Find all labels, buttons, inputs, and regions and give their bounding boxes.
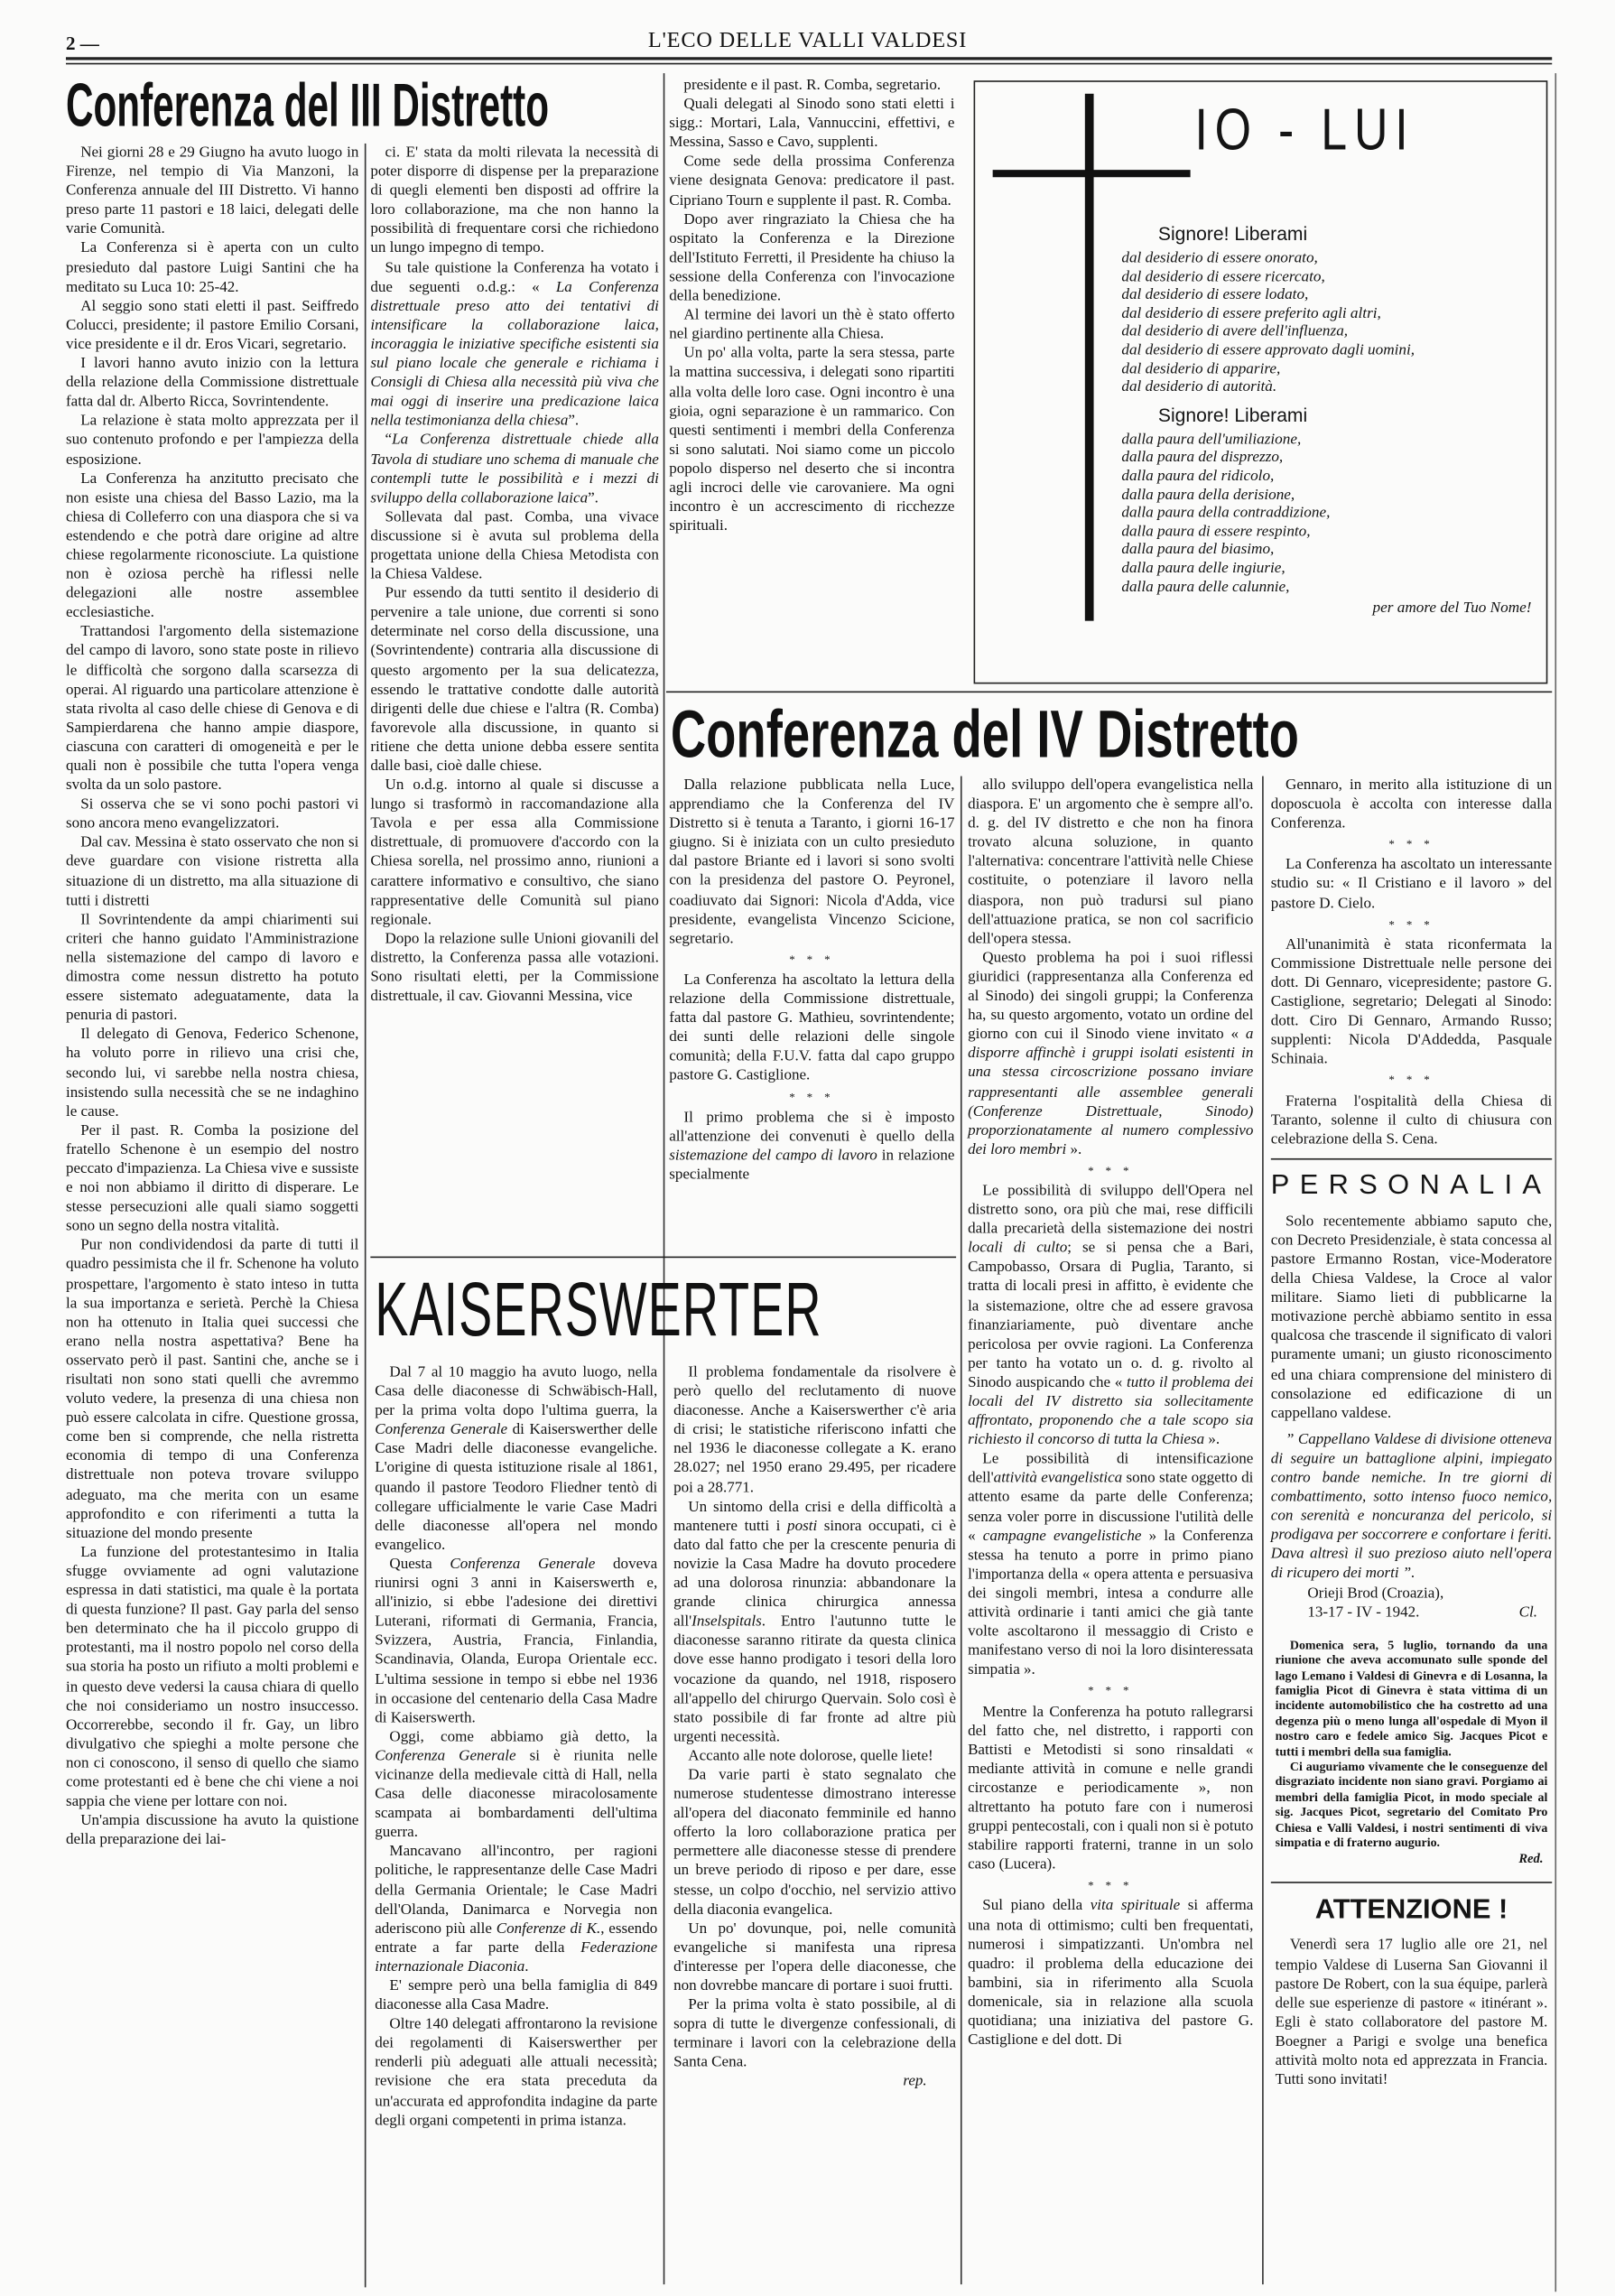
invocation: Signore! Liberami [1157, 222, 1308, 245]
paragraph: La Conferenza si è aperta con un culto presieduto dal pastore Luigi Santini che ha meditato su Luca 10: 25-42. [65, 240, 359, 296]
prayer-line: dalla paura del disprezzo, [1121, 450, 1284, 467]
headline-conf4: Conferenza del IV Distretto [670, 695, 1299, 772]
paragraph: Come sede della prossima Conferenza viene designata Genova: predicatore il past. Cipriano Tourn e supplente il past. R. Comba. [669, 153, 955, 209]
text-run: ”. [568, 413, 580, 430]
section-separator: * * * [1388, 917, 1434, 931]
italic-run: tutto il problema dei locali del IV distretto sia sollecitamente affrontato, proponendo che a tale scopo sia richiesto il concorso di tutta la Chiesa [968, 1374, 1254, 1449]
text-run: si è riunita nelle vicinanze della medievale città di Hall, nella Casa delle diaconesse miracolosamente scampata ai bombardamenti dell'ultima guerra. [375, 1748, 658, 1842]
text-run: sinora occupati, ci è dato dal fatto che per la crescente penuria di novizie la Casa Madre ha dovuto procedere ad una dolorosa rinunzia: abbandonare la grande clinica chirurgica annessa all' [673, 1518, 957, 1631]
paragraph: Un po' alla volta, parte la sera stessa, parte la mattina successiva, i delegati sono ripartiti alla volta delle loro case. Ogni incontro è una gioia, ogni separazione è un rammarico. Con questi sentimenti i membri della Conferenza si sono salutati. Noi siamo come un piccolo popolo disperso nel deserto che si incontra agli incroci delle vie carovaniere. Ma ogni incontro è un accrescimento di ricchezze spirituali. [669, 346, 955, 535]
paragraph: allo sviluppo dell'opera evangelistica nella diaspora. E' un argomento che è sempre all'o. d. g. del IV distretto e che non ha finora trovato alcuna soluzione, in quanto l'alternativa: concentrare l'attività nelle Chiese costituite, o potenziare il lavoro nella diaspora, non può tradursi sul piano dell'attuazione pratica, se non col sacrificio dell'opera stessa. [968, 777, 1254, 947]
headline-kaiserswerter: KAISERSWERTER [375, 1268, 822, 1353]
paragraph: La Conferenza ha ascoltato un interessante studio su: « Il Cristiano e il lavoro » del pastore D. Cielo. [1270, 857, 1553, 912]
personalia-body: Solo recentemente abbiamo saputo che, con Decreto Presidenziale, è stata concessa al pastore Ermanno Rostan, vice-Moderatore della Chiesa Valdese, la Croce al valor militare. Siamo lieti di pubblicarne la motivazione perchè abbiamo sentito in essa qualcosa che trascende il significato di valori puramente umani; un giusto riconoscimento ed una chiara comprensione del ministero di consolazione ed edificazione di un cappellano valdese. [1270, 1213, 1553, 1422]
prayer-title: IO - LUI [1194, 98, 1415, 163]
page-edge [1555, 73, 1556, 2291]
personalia-signature: Cl. [1518, 1604, 1537, 1621]
conf4-column-a [669, 776, 954, 1185]
paragraph [375, 1555, 657, 1727]
paragraph: Dopo la relazione sulle Unioni giovanili del distretto, la Conferenza passa alle votazioni. Sono risultati eletti, per la Commissione distrettuale, il cav. Giovanni Messina, vice [370, 931, 659, 1005]
paragraph [673, 1498, 956, 1747]
paragraph: I lavori hanno avuto inizio con la lettura della relazione della Commissione distrettuale fatta dal dr. Alberto Ricca, Sovrintendente. [65, 356, 359, 411]
kaiser-column-2 [673, 1363, 956, 2073]
paragraph: Gennaro, in merito alla istituzione di un doposcuola è accolta con interesse dalla Conferenza. [1270, 777, 1553, 832]
text-run: di Kaiserswerther delle Case Madri delle diaconesse evangeliche. L'origine di questa istituzione risale al 1861, quando il pastore Teodoro Fliedner tentò di collegare ufficialmente le varie Case Madri delle diaconesse all'opera nel mondo evangelico. [375, 1422, 658, 1554]
column-rule [961, 776, 962, 2285]
prayer-line: dalla paura di essere respinto, [1121, 524, 1311, 541]
text-run: Il primo problema che si è imposto all'attenzione dei convenuti è quello della [669, 1109, 955, 1145]
italic-run: La Conferenza distrettuale chiede alla Tavola di studiare uno schema di manuale che contempli tutte le possibilità e i mezzi di sviluppo della collaborazione laica [370, 432, 659, 507]
paragraph: Al termine dei lavori un thè è stato offerto nel giardino pertinente alla Chiesa. [669, 307, 955, 343]
prayer-line: dal desiderio di essere approvato dagli uomini, [1121, 342, 1415, 359]
paragraph [370, 431, 659, 507]
paragraph: Pur essendo da tutti sentito il desiderio di pervenire a tale unione, due correnti si sono determinate nel corso della discussione, una (Sovrintendente) contraria alla discussione di questo argomento per la sua delicatezza, essendo le trattative condotte dalle autorità dirigenti delle due chiese e l'altra (R. Comba) favorevole alla discussione, in quanto si ritiene che detta unione debba essere sentita dalle basi, cioè dalle chiese. [370, 586, 659, 775]
paragraph: Per il past. R. Comba la posizione del fratello Schenone è un esempio del nostro peccato d'impazienza. La Chiesa vive e sussiste e noi non abbiamo il diritto di disperare. Le stesse persecuzioni alle quali siamo soggetti sono un segno della nostra vitalità. [65, 1122, 359, 1235]
prayer-lines-2 [1121, 432, 1538, 598]
paragraph: Dalla relazione pubblicata nella Luce, apprendiamo che la Conferenza del IV Distretto si è tenuta a Taranto, i giorni 16-17 giugno. Si è iniziata con un culto presieduto dal pastore Briante ed i lavori si sono svolti con la presidenza del pastore O. Peyronel, coadiuvato dai Signori: Nicola d'Adda, vice presidente, evangelista Vincenzo Scicione, segretario. [669, 777, 955, 947]
paragraph: Quali delegati al Sinodo sono stati eletti i sigg.: Mortari, Lala, Vannuccini, effettivi, e Messina, Sasso e Cavo, supplenti. [669, 97, 955, 152]
kaiser-column-1 [375, 1363, 657, 2130]
paragraph [370, 258, 659, 431]
paragraph: Fraterna l'ospitalità della Chiesa di Taranto, solenne il culto di chiusura con celebrazione della S. Cena. [1270, 1092, 1553, 1148]
italic-run: vita spirituale [1090, 1898, 1181, 1915]
kaiser-signature: rep. [903, 2074, 927, 2091]
paragraph: Al seggio sono stati eletti il past. Seiffredo Colucci, presidente; il pastore Emilio Corsani, vice presidente e il dr. Eros Vicari, segretario. [65, 298, 359, 353]
paragraph: All'unanimità è stata riconfermata la Commissione Distrettuale nelle persone dei dott. Di Gennaro, vicepresidente; pastore G. Castiglione, segretario; Delegati al Sinodo: dott. Ciro Di Gennaro, Armando Russo; supplenti: Nicola D'Addedda, Pasquale Schinaia. [1270, 936, 1553, 1068]
text-run: » la Conferenza stessa ha tenuto a porre in primo piano l'importanza della « opera attenta e persuasiva dei singoli membri, intesa a condurre alle attività ordinarie i tanti amici che già tante volte ascoltarono il messaggio di Cristo e manifestano verso di noi la loro disinteressata simpatia ». [968, 1528, 1254, 1679]
paragraph: Il Sovrintendente da ampi chiarimenti sui criteri che hanno guidato l'Amministrazione nella sistemazione del campo di lavoro e dimostra come nessun distretto ha potuto essere sistemato adeguatamente, data la penuria di pastori. [65, 912, 359, 1025]
section-rule [666, 692, 1552, 693]
paragraph: Per la prima volta è stato possibile, al di sopra di tutte le divergenze confessionali, di terminare i lavori con la celebrazione della Santa Cena. [673, 1997, 957, 2071]
italic-run: campagne evangelistiche [982, 1528, 1142, 1545]
prayer-line: dal desiderio di apparire, [1121, 360, 1281, 377]
paragraph: Sollevata dal past. Comba, una vivace discussione si è avuta sul problema della progettata unione della Chiesa Metodista con la Chiesa Valdese. [370, 509, 659, 583]
header-rule [66, 57, 1552, 60]
paragraph: La Conferenza ha ascoltato la lettura della relazione della Commissione distrettuale, fatta dal pastore G. Mathieu, sovrintendente; dei sunti delle relazioni delle singole comunità; della F.U.V. fatta dal capo gruppo pastore G. Castiglione. [669, 971, 955, 1084]
prayer-line: dal desiderio di essere lodato, [1121, 287, 1309, 304]
kaiserswerter-section [370, 1257, 956, 2131]
paragraph [669, 1108, 954, 1185]
text-run: Le possibilità di intensificazione dell' [968, 1451, 1254, 1487]
masthead: L'ECO DELLE VALLI VALDESI [647, 29, 968, 53]
section-rule [1271, 1158, 1552, 1160]
italic-run: La Conferenza distrettuale preso atto dei tentativi di intensificare la collaborazione laica, incoraggia le iniziative specifiche esistenti sia sul piano locale che generale e richiama i Consigli di Chiesa alla necessità più viva che mai oggi di inserire una predicazione laica nella testimonianza della chiesa [370, 279, 659, 430]
text-run: ”. [588, 489, 599, 507]
prayer-line: dal desiderio di essere preferito agli altri, [1121, 305, 1381, 322]
paragraph: Pur non condividendosi da parte di tutti il quadro pessimista che il fr. Schenone ha voluto prospettare, l'argomento è stato inteso in tutta la sua importanza e serietà. Perchè la Chiesa non ha ottenuto in Italia quei successi che erano nella nostra aspettativa? Bene ha osservato però il past. Santini che, anche se i risultati non sono stati quelli che avremmo voluto vedere, la presenza di una chiesa non può essere calcolata in cifre. Questione grossa, come ben si comprende, che nella ristretta economia di tempo di una Conferenza distrettuale non poteva trovare sviluppo adeguato, ma che merita con un esame approfondito e con riferimenti a tutta la situazione del mondo presente [65, 1238, 359, 1542]
paragraph: Mentre la Conferenza ha potuto rallegrarsi del fatto che, nel distretto, i rapporti con Battisti e Metodisti si sono rinsaldati « mediante attività in comune e nelle grandi circostanze e periodicamente », non altrettanto ha potuto fare con i numerosi gruppi pentecostali, con i quali non si è potuto stabilire rapporti fraterni, tranne in un solo caso (Lucera). [968, 1704, 1254, 1873]
italic-run: Conferenza Generale [450, 1556, 596, 1573]
paragraph: Il delegato di Genova, Federico Schenone, ha voluto porre in rilievo una crisi che, secondo lui, vi sarebbe nella nostra chiesa, insistendo sulla necessità che se ne indaghino le cause. [65, 1027, 359, 1120]
text-run: Dal 7 al 10 maggio ha avuto luogo, nella Casa delle diaconesse di Schwäbisch-Hall, per la prima volta dopo l'ultima guerra, la [375, 1364, 658, 1419]
paragraph: La relazione è stata molto apprezzata per il suo contenuto profondo e per l'ampiezza della esposizione. [65, 413, 359, 469]
prayer-line: dalla paura della derisione, [1121, 487, 1295, 504]
italic-run: locali di culto [968, 1241, 1068, 1257]
text-run: “ [385, 432, 393, 449]
personalia-citation: ” Cappellano Valdese di divisione otteneva di seguire un battaglione alpini, impiegato contro bande nemiche. In tre giorni di combattimento, sotto intenso fuoco nemico, con serenità e noncuranza del pericolo, si prodigava per soccorrere e confortare i feriti. Dava altresì il suo prezioso aiuto nell'opera di ricupero dei morti ”. [1270, 1431, 1553, 1583]
right-column [1271, 776, 1552, 2090]
text-run: , essendo entrate a far parte della [375, 1920, 658, 1957]
prayer-line: dal desiderio di autorità. [1121, 379, 1277, 396]
italic-run: Conferenza Generale [375, 1748, 516, 1765]
prayer-content [1121, 97, 1538, 619]
prayer-line: dal desiderio di avere dell'influenza, [1121, 324, 1349, 340]
text-run: Su tale quistione la Conferenza ha votato i due seguenti o.d.g.: « [370, 259, 659, 296]
text-run: Mancavano all'incontro, per ragioni politiche, le rappresentanze delle Case Madri della Germania Orientale; le Case Madri dell'Olanda, Danimarca e Norvegia non aderiscono più alle [375, 1844, 658, 1938]
text-run: . [524, 1958, 529, 1975]
paragraph [375, 1363, 657, 1555]
paragraph [375, 1727, 657, 1842]
prayer-box [974, 80, 1548, 683]
conf4-column-c [1271, 776, 1552, 1149]
paragraph: Accanto alle note dolorose, quelle liete! [688, 1748, 933, 1765]
italic-run: Federazione internazionale Diaconia [375, 1939, 658, 1975]
paragraph: E' sempre però una bella famiglia di 849 diaconesse alla Casa Madre. [375, 1978, 658, 2014]
personalia-place: Orieji Brod (Croazia), [1307, 1585, 1444, 1602]
paragraph [968, 949, 1253, 1160]
kaiser-columns [370, 1363, 956, 2130]
paragraph: Si osserva che se vi sono pochi pastori vi sono ancora meno evangelizzatori. [65, 796, 359, 832]
kaiser-title-area [370, 1258, 956, 1363]
column-rule [1262, 776, 1264, 2285]
invocation: Signore! Liberami [1157, 404, 1308, 426]
conf4-column-b [968, 776, 1253, 2050]
paragraph [968, 1897, 1253, 2050]
personalia-dateline [1271, 1603, 1552, 1622]
conf3-column-1 [66, 144, 358, 1850]
prayer-lines-1 [1121, 250, 1538, 397]
personalia-text [1271, 1213, 1552, 1622]
paragraph: Oltre 140 delegati affrontarono la revisione dei regolamenti di Kaiserswerther per renderli più adeguati alle attuali necessità; revisione che era stata preceduta da un'accurata ed approfondita indagine da parte degli organi competenti in prima istanza. [375, 2016, 658, 2129]
italic-run: Conferenze di K. [496, 1920, 601, 1938]
text-run: in relazione specialmente [669, 1148, 955, 1184]
prayer-line: dalla paura delle calunnie, [1121, 579, 1290, 596]
section-separator: * * * [1088, 1684, 1134, 1698]
italic-run: a disporre affinchè i gruppi isolati esistenti in una stessa circoscrizione possano inviare rappresentanti alle assemblee generali (Conferenze Distrettuale, Sinodo) proporzionatamente al numero complessivo dei loro membri [968, 1027, 1254, 1158]
section-rule [1271, 1882, 1552, 1884]
attention-body: Venerdì sera 17 luglio alle ore 21, nel tempio Valdese di Luserna San Giovanni il pastore De Robert, con la sua équipe, parlerà delle sue esperienze di pastore « itinérant ». Egli è stato collaboratore del pastore M. Boegner a Parigi e svolge una benefica attività molto nota ed apprezzata in Francia. Tutti sono invitati! [1275, 1938, 1548, 2088]
section-separator: * * * [789, 1090, 835, 1104]
text-run: Sul piano della [982, 1898, 1091, 1915]
personalia-title: PERSONALIA [1270, 1169, 1552, 1201]
paragraph [375, 1843, 657, 1977]
prayer-closing: per amore del Tuo Nome! [1372, 600, 1532, 617]
paragraph [968, 1450, 1253, 1680]
paragraph [968, 1182, 1253, 1450]
paragraph: Nei giorni 28 e 29 Giugno ha avuto luogo in Firenze, nel tempio di Via Manzoni, la Conferenza annuale del III Distretto. Vi hanno preso parte 11 pastori e 18 laici, delegati delle varie Comunità. [65, 144, 359, 238]
paragraph: Un'ampia discussione ha avuto la quistione della preparazione dei lai- [65, 1813, 359, 1849]
paragraph: presidente e il past. R. Comba, segretario. [683, 77, 942, 94]
personalia-date: 13-17 - IV - 1942. [1307, 1604, 1420, 1621]
section-separator: * * * [1088, 1164, 1134, 1177]
paragraph: Un po' dovunque, poi, nelle comunità evangeliche si manifesta una ripresa d'interesse per l'opera delle diaconesse, che non dovrebbe mancare di portare i suoi frutti. [673, 1920, 957, 1995]
notice-signature: Red. [1518, 1851, 1544, 1867]
text-run: doveva riunirsi ogni 3 anni in Kaiserswerth e, all'inizio, si ebbe l'adesione dei direttivi Luterani, riformati di Germania, Francia, Svizzera, Austria, Francia, Finlandia, Scandinavia, Olanda, Europa Orientale ecc. L'ultima sessione in tempo si ebbe nel 1936 in occasione del centenario della Casa Madre di Kaiserswerth. [375, 1556, 658, 1726]
text-run: Le possibilità di sviluppo dell'Opera nel distretto sono, ora più che mai, rese difficili dalla precarietà della sistemazione dei nostri [968, 1183, 1254, 1238]
paragraph: La Conferenza ha anzitutto precisato che non esiste una chiesa del Basso Lazio, ma la chiesa di Colleferro con una diaspora che si va estendendo e che potrà dare origine ad altre chiese regolarmente riconosciute. La quistione non è oziosa perchè ha riflessi nelle delegazioni alle nostre assemblee ecclesiastiche. [65, 470, 359, 622]
prayer-line: dalla paura dell'umiliazione, [1121, 432, 1302, 448]
prayer-line: dalla paura del ridicolo, [1121, 468, 1275, 485]
text-run: ». [1204, 1432, 1221, 1449]
paragraph: Un o.d.g. intorno al quale si discusse a lungo si trasformò in raccomandazione alla Tavola e per essa alla Commissione distrettuale, di promuovere d'accordo con la Chiesa sorella, nel prossimo anno, riunioni a carattere informativo e consultivo, che siano rappresentative delle Comunità sul piano regionale. [370, 777, 659, 928]
conf3-column-3 [669, 76, 954, 536]
italic-run: attività evangelistica [993, 1470, 1123, 1487]
text-run: Questa [389, 1556, 450, 1573]
attention-title: ATTENZIONE ! [1314, 1895, 1508, 1927]
paragraph: Il problema fondamentale da risolvere è però quello del reclutamento di nuove diaconesse. Anche a Kaiserswerther c'è aria di crisi; le statistiche riferiscono infatti che nel 1936 le diaconesse collegate a K. erano 28.027; nel 1950 erano 29.495, per ricadere poi a 28.771. [673, 1364, 957, 1496]
section-separator: * * * [1088, 1879, 1134, 1893]
paragraph: Dal cav. Messina è stato osservato che non si deve guardare con visione ristretta alla situazione di un distretto, ma alla situazione di tutti i distretti [65, 835, 359, 909]
prayer-line: dalla paura della contraddizione, [1121, 505, 1331, 522]
picot-notice [1271, 1637, 1552, 1850]
kaiser-column-2-wrap [673, 1363, 956, 2130]
column-rule [365, 144, 367, 2287]
paragraph: La funzione del protestantesimo in Italia sfugge ovviamente ad ogni valutazione espressa in dati statistici, ma quale è la portata di questa funzione? Il past. Gay parla del senso ben determinato che ha il piccolo gruppo di protestanti, ma il nostro popolo nel corso della sua storia ha posto un rifiuto a molti problemi e in questo deve vedersi la causa chiara di quello che noi consideriamo un nostro insuccesso. Occorrerebbe, secondo il fr. Gay, un libro divulgativo che spieghi a molte persone che non ci conoscono, il senso di quello che siamo come protestanti ed è bene che chi viene a noi sappia che viene per lottare con noi. [65, 1544, 359, 1810]
paragraph: Domenica sera, 5 luglio, tornando da una riunione che aveva accomunato sulle sponde del lago Lemano i Valdesi di Ginevra e di Losanna, la famiglia Picot di Ginevra è stata vittima di un incidente automobilistico che ha costretto ad una degenza più o meno lunga all'ospedale di Myon il nostro caro e fedele amico Sig. Jacques Picot e tutti i membri della sua famiglia. [1275, 1636, 1548, 1759]
text-run: Questo problema ha poi i suoi riflessi giuridici (rappresentanza alla Conferenza ed al Sinodo) dei singoli gruppi; la Conferenza ha, su questo argomento, votato un ordine del giorno con cui il Sinodo viene invitato « [968, 950, 1254, 1044]
italic-run: Inselspitals [691, 1613, 762, 1631]
text-run: ». [1066, 1141, 1082, 1158]
conf3-column-2 [370, 144, 659, 1007]
italic-run: sistemazione del campo di lavoro [669, 1148, 877, 1165]
header-rule-thin [66, 63, 1552, 65]
section-separator: * * * [1388, 838, 1434, 851]
italic-run: posti [787, 1518, 818, 1535]
paragraph: Da varie parti è stato segnalato che numerose studentesse dimostrano interesse all'opera del diaconato femminile ed hanno offerto la loro collaborazione pratica per permettere alle diaconesse stesse di prendere un breve periodo di riposo e per dare, esse stesse, un colpo d'occhio, nel servizio attivo della diaconia evangelica. [673, 1767, 957, 1919]
paragraph: Dopo aver ringraziato la Chiesa che ha ospitato la Conferenza e la Direzione dell'Istituto Ferretti, il Presidente ha chiuso la sessione della Conferenza con l'invocazione della benedizione. [669, 211, 955, 305]
paragraph: Ci auguriamo vivamente che le conseguenze del disgraziato incidente non siano gravi. Porgiamo ai membri della famiglia Picot, in modo speciale al sig. Jacques Picot, segretario del Comitato Pro Chiesa e Valli Valdesi, i nostri sentimenti di viva simpatia e di fraterno augurio. [1275, 1758, 1548, 1850]
text-run: Un sintomo della crisi e della difficoltà a mantenere tutti i [673, 1499, 957, 1535]
text-run: si afferma una nota di ottimismo; culti ben frequentati, numerosi i simpatizzanti. Un'ombra nel quadro: il problema della educazione dei bambini, sia in riferimento alla Scuola domenicale, sia in relazione alla scuola quotidiana; una iniziativa del pastore G. Castiglione e del dott. Di [968, 1898, 1254, 2050]
text-run: Oggi, come abbiamo già detto, la [389, 1729, 658, 1745]
italic-run: Conferenza Generale [375, 1422, 508, 1439]
attention-text [1271, 1937, 1552, 2090]
section-separator: * * * [1388, 1074, 1434, 1088]
prayer-line: dal desiderio di essere onorato, [1121, 250, 1318, 267]
paragraph: ci. E' stata da molti rilevata la necessità di poter disporre di dispense per la preparazione di quegli elementi ben disposti ad offrire la loro collaborazione, ma che non hanno la possibilità di frequentare corsi che richiedono un lungo impegno di tempo. [370, 144, 659, 257]
page-number: 2 — [65, 32, 99, 55]
headline-conf3: Conferenza del III Distretto [65, 70, 550, 140]
paragraph: Trattandosi l'argomento della sistemazione del campo di lavoro, sono state poste in rilievo le difficoltà che sorgono dalla scarsezza di operai. Al riguardo una particolare attenzione è stata rivolta al caso delle chiese di Genova e di Sampierdarena che hanno ampie diaspore, ciascuna con caratteri di omogeneità e per le quali non è possibile che tutta l'opera venga svolta da un solo pastore. [65, 624, 359, 795]
prayer-line: dalla paura del biasimo, [1121, 542, 1275, 559]
prayer-line: dal desiderio di essere ricercato, [1121, 268, 1325, 285]
prayer-line: dalla paura delle ingiurie, [1121, 561, 1286, 577]
text-run: ; se si pensa che a Bari, Campobasso, Orsara di Puglia, Taranto, si tratta di locali presi in affitto, è evidente che la sistemazione, oltre che ad essere gravosa finanziariamente, può diventare anche pericolosa per ovvie ragioni. La Conferenza per tanto ha votato un o. d. g. rivolto al Sinodo auspicando che « [968, 1241, 1254, 1391]
text-run: . Entro l'autunno tutte le diaconesse saranno ritirate da questa clinica dove esse hanno prodigato i tesori della loro vocazione da quando, nel 1918, risposero all'appello del chirurgo Quervain. Solo così è stato possibile di far fronte ad altre più urgenti necessità. [673, 1613, 957, 1745]
section-separator: * * * [789, 953, 835, 967]
text-run: sono state oggetto di attento esame da parte delle Conferenza; senza voler porre in discussione l'utilità delle « [968, 1470, 1254, 1545]
